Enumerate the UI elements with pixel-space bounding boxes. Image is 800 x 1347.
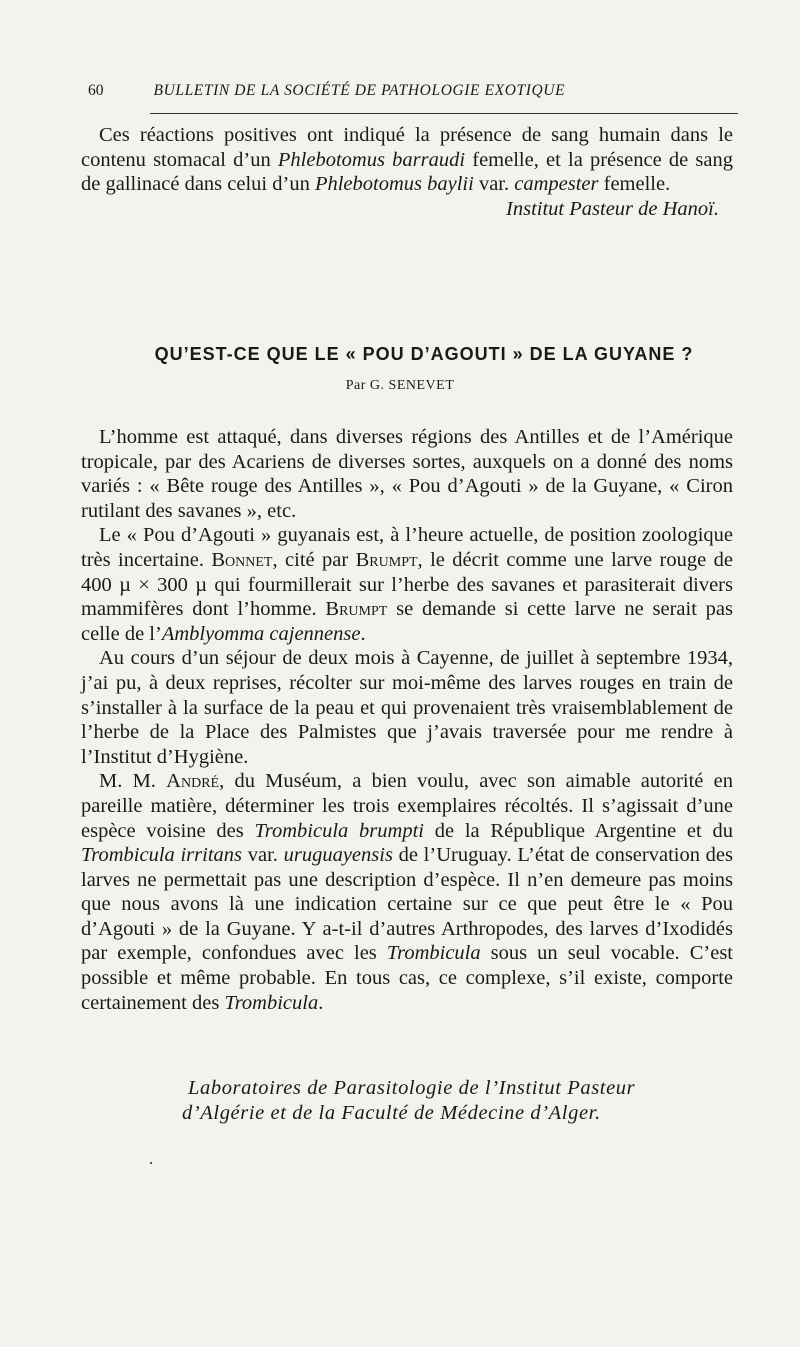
institution-signature: Institut Pasteur de Hanoï. [506,197,719,220]
paragraph-1: L’homme est attaqué, dans diverses régions des Antilles et de l’Amérique tropicale, par des Acariens de diverses sortes, auxquels on a donné des noms variés : « Bête rouge des Antilles », « Pou d’Agouti » de la Guyane, « Ciron rutilant des savanes », etc. [81,426,733,522]
paragraph-3: Au cours d’un séjour de deux mois à Cayenne, de juillet à septembre 1934, j’ai pu, à deux reprises, récolter sur moi-même des larves rouges en train de s’installer à la surface de la peau et qui provenaient très vraisemblablement de l’herbe de la Place des Palmistes que j’avais traversée pour me rendre à l’Institut d’Hygiène. [81,647,733,768]
paragraph-4: M. M. André, du Muséum, a bien voulu, avec son aimable autorité en pareille matière, déterminer les trois exemplaires récoltés. Il s’agissait d’une espèce voisine des Trombicula brumpti de la République Argentine et du Trombicula irritans var. uruguayensis de l’Uruguay. L’état de conservation des larves ne permettait pas une description d’espèce. Il n’en demeure pas moins que nous avons là une indication certaine sur ce que peut être le « Pou d’Agouti » de la Guyane. Y a-t-il d’autres Arthropodes, des larves d’Ixodidés par exemple, confondues avec les Trombicula sous un seul vocable. C’est possible et même probable. En tous cas, ce complexe, s’il existe, comporte certainement des Trombicula. [81,770,734,1014]
running-header [88,82,728,100]
running-title: BULLETIN DE LA SOCIÉTÉ DE PATHOLOGIE EXOTIQUE [153,82,566,99]
print-speck [150,1162,152,1164]
affiliation-line-2: d’Algérie et de la Faculté de Médecine d’Alger. [182,1101,601,1124]
closing-paragraph: Ces réactions positives ont indiqué la présence de sang humain dans le contenu stomacal d’un Phlebotomus barraudi femelle, et la présence de sang de gallinacé dans celui d’un Phlebotomus baylii var. campester femelle. [81,124,733,196]
article-author: Par G. SENEVET [345,378,455,393]
author-affiliation [182,1076,748,1125]
article-body [81,425,733,1015]
page-number: 60 [88,82,104,99]
affiliation-line-1: Laboratoires de Parasitologie de l’Institut Pasteur [188,1077,636,1099]
header-rule [150,113,738,114]
article-title: QU’EST-CE QUE LE « POU D’AGOUTI » DE LA GUYANE ? [154,344,694,364]
previous-article-ending [81,123,733,221]
paragraph-2: Le « Pou d’Agouti » guyanais est, à l’heure actuelle, de position zoologique très incertaine. Bonnet, cité par Brumpt, le décrit comme une larve rouge de 400 µ × 300 µ qui fourmillerait sur l’herbe des savanes et parasiterait divers mammifères dont l’homme. Brumpt se demande si cette larve ne serait pas celle de l’Amblyomma cajennense. [81,524,734,645]
